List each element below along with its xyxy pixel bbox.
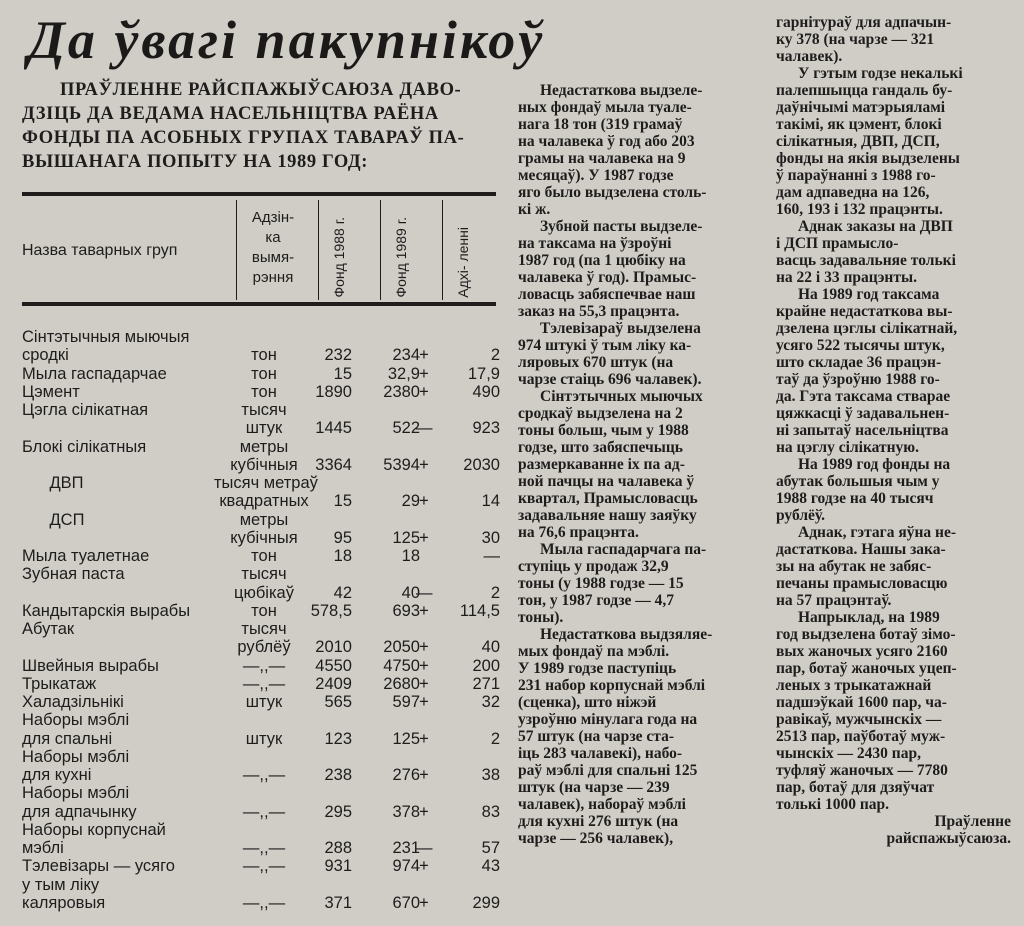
row-fond-1988: 1445 — [315, 419, 352, 438]
article-column-3 — [776, 14, 1011, 847]
row-fond-1988: 238 — [324, 766, 352, 784]
text-line: 160, 193 і 132 працэнты. — [776, 201, 943, 218]
row-unit: кубічныя — [230, 455, 298, 474]
row-sign: — — [416, 583, 433, 602]
row-unit: тон — [251, 547, 277, 565]
row-sign: + — [419, 802, 429, 821]
row-name: каляровыя — [22, 893, 106, 912]
table-row — [22, 547, 500, 565]
row-diff: 30 — [481, 528, 500, 547]
text-line: Сінтэтычных мыючых — [540, 388, 703, 405]
row-fond-1989: 974 — [392, 857, 420, 876]
intro-line: ФОНДЫ ПА АСОБНЫХ ГРУПАХ ТАВАРАЎ ПА- — [22, 128, 465, 148]
row-name: Мыла гаспадарчае — [22, 364, 167, 383]
text-line: Недастаткова выдзяляе- — [540, 626, 713, 643]
table-row — [22, 675, 500, 693]
text-line: дзелена цэглы сілікатнай, — [776, 320, 958, 337]
row-unit: —,,— — [242, 857, 286, 876]
text-line: таў да ўзроўню 1988 го- — [776, 371, 940, 388]
text-line: ляровых 670 штук (на — [518, 354, 674, 371]
row-fond-1989: 670 — [392, 893, 420, 912]
text-line: райспажыўсаюза. — [886, 830, 1011, 847]
text-line: усяго 522 тысячы штук, — [776, 337, 945, 354]
text-line: тоны больш, чым у 1988 — [518, 422, 689, 439]
text-line: рублёў. — [776, 507, 825, 524]
text-line: гарнітураў для адпачын- — [776, 14, 952, 31]
row-name: ДВП — [22, 474, 84, 492]
text-line: чалавек). — [776, 48, 843, 65]
text-line: абутак большыя чым у — [776, 473, 940, 490]
table-row — [22, 711, 500, 729]
text-line: На 1989 год таксама — [798, 286, 940, 303]
row-sign: + — [419, 364, 429, 383]
row-diff: 32 — [481, 693, 500, 711]
header-unit: Адзін- ка вымя- рэння — [251, 209, 295, 286]
text-line: (сценка), што ніжэй — [518, 694, 657, 711]
row-fond-1989: 4750 — [383, 656, 420, 675]
text-line: зы на абутак не забяс- — [776, 558, 932, 575]
row-unit: тысяч метраў — [214, 474, 318, 492]
row-fond-1989: 29 — [401, 492, 420, 511]
row-diff: 271 — [472, 674, 500, 693]
text-line: крайне недастаткова вы- — [776, 303, 953, 320]
table-row — [22, 328, 500, 346]
row-fond-1989: 5394 — [383, 455, 420, 474]
table-row — [22, 492, 500, 510]
text-line: Аднак, гэтага яўна не- — [798, 524, 957, 541]
table-header — [22, 200, 496, 302]
row-fond-1988: 3364 — [315, 455, 352, 474]
table-row — [22, 602, 500, 620]
text-line: на чалавека ў год або 203 — [518, 133, 695, 150]
table-row — [22, 419, 500, 437]
row-sign: + — [419, 656, 429, 675]
text-line: квартал, Прамысловасць — [518, 490, 698, 507]
row-fond-1988: 18 — [333, 547, 352, 565]
text-line: ку 378 (на чарзе — 321 — [776, 31, 935, 48]
row-fond-1988: 4550 — [315, 656, 352, 675]
table-row — [22, 401, 500, 419]
text-line: і ДСП прамысло- — [776, 235, 899, 252]
row-unit: тон — [251, 382, 277, 401]
header-fond-1988: Фонд 1988 г. — [331, 217, 347, 298]
text-line: заказ на 55,3 працэнта. — [518, 303, 680, 320]
table-row — [22, 511, 500, 529]
text-line: чарзе — 256 чалавек), — [518, 830, 674, 847]
text-line: яго было выдзелена столь- — [518, 184, 707, 201]
row-unit: —,,— — [242, 893, 286, 912]
text-line: даўнічымі матэрыяламі — [776, 99, 946, 116]
row-name: у тым ліку — [22, 875, 100, 894]
text-line: чынскіх — 2430 пар, — [776, 745, 921, 762]
row-fond-1989: 125 — [392, 528, 420, 547]
row-fond-1989: 693 — [392, 601, 420, 620]
row-fond-1989: 597 — [392, 693, 420, 711]
row-name: Наборы корпуснай — [22, 820, 166, 839]
text-line: грамы на чалавека на 9 — [518, 150, 686, 167]
headline: Да ўвагі пакупнікоў — [28, 10, 546, 70]
text-line: на 22 і 33 працэнты. — [776, 269, 917, 286]
row-diff: 83 — [481, 802, 500, 821]
text-line: чарзе стаіць 696 чалавек). — [518, 371, 702, 388]
row-sign: + — [419, 857, 429, 876]
row-fond-1988: 15 — [333, 492, 352, 511]
text-line: узроўню мінулага года на — [518, 711, 698, 728]
text-line: на таксама на ўзроўні — [518, 235, 672, 252]
text-line: на 57 працэнтаў. — [776, 592, 892, 609]
header-name: Назва таварных груп — [22, 242, 178, 259]
row-name: ДСП — [22, 510, 85, 529]
text-line: раў мэблі для спальні 125 — [518, 762, 698, 779]
text-line: Недастаткова выдзеле- — [540, 82, 703, 99]
table-row — [22, 766, 500, 784]
table-row — [22, 365, 500, 383]
text-line: годзе, што забяспечыць — [518, 439, 683, 456]
row-fond-1989: 40 — [401, 583, 420, 602]
row-fond-1989: 522 — [392, 419, 420, 438]
row-unit: —,,— — [242, 766, 286, 784]
row-diff: 38 — [481, 766, 500, 784]
row-name: Абутак — [22, 620, 75, 638]
table-row — [22, 474, 500, 492]
row-diff: 14 — [481, 492, 500, 511]
row-unit: тон — [251, 346, 277, 365]
row-fond-1988: 42 — [333, 583, 352, 602]
row-sign: + — [419, 638, 429, 657]
table-row — [22, 748, 500, 766]
row-fond-1989: 276 — [392, 766, 420, 784]
text-line: тоны). — [518, 609, 564, 626]
text-line: вых жаночых усяго 2160 — [776, 643, 948, 660]
text-line: месяцаў). У 1987 годзе — [518, 167, 674, 184]
row-sign: + — [419, 893, 429, 912]
text-line: ловасць забяспечвае наш — [518, 286, 696, 303]
row-diff: 114,5 — [459, 601, 500, 620]
row-fond-1989: 125 — [392, 729, 420, 748]
row-unit: —,,— — [242, 656, 286, 675]
row-name: Цэгла сілікатная — [22, 401, 149, 419]
row-name: Халадзільнікі — [22, 693, 124, 711]
row-diff: 2030 — [463, 455, 500, 474]
header-divider — [318, 200, 319, 300]
row-diff: 200 — [472, 656, 500, 675]
text-line: У 1989 годзе паступіць — [518, 660, 677, 677]
text-line: Мыла гаспадарчага па- — [540, 541, 707, 558]
text-line: ступіць у продаж 32,9 — [518, 558, 669, 575]
row-sign: + — [419, 346, 429, 365]
row-unit: кубічныя — [230, 528, 298, 547]
row-sign: + — [419, 729, 429, 748]
row-diff: 2 — [490, 583, 500, 602]
text-line: да. Гэта таксама стварае — [776, 388, 951, 405]
row-fond-1988: 931 — [324, 857, 352, 876]
row-fond-1988: 15 — [333, 364, 352, 383]
table-row — [22, 383, 500, 401]
text-line: толькі 1000 пар. — [776, 796, 890, 813]
table-row — [22, 839, 500, 857]
row-name: Швейныя вырабы — [22, 656, 159, 675]
row-diff: 490 — [472, 382, 500, 401]
row-sign: — — [416, 839, 433, 857]
row-diff: 2 — [490, 729, 500, 748]
text-line: штук (на чарзе — 239 — [518, 779, 670, 796]
row-unit: тысяч — [241, 620, 287, 638]
row-unit: тысяч — [241, 401, 287, 419]
table-row — [22, 638, 500, 656]
table-row — [22, 456, 500, 474]
text-line: ных фондаў мыла туале- — [518, 99, 692, 116]
text-line: іць 283 чалавекі), набо- — [518, 745, 683, 762]
row-fond-1989: 231 — [392, 839, 420, 857]
row-name: Наборы мэблі — [22, 784, 130, 803]
table-row — [22, 693, 500, 711]
text-line: сілікатныя, ДВП, ДСП, — [776, 133, 940, 150]
text-line: На 1989 год фонды на — [798, 456, 951, 473]
row-unit: штук — [245, 693, 283, 711]
row-sign: + — [419, 766, 429, 784]
text-line: задавальняе нашу заяўку — [518, 507, 697, 524]
text-line: пар, ботаў для дзяўчат — [776, 779, 935, 796]
row-diff: 923 — [472, 419, 500, 438]
row-name: Трыкатаж — [22, 674, 97, 693]
row-unit: штук — [245, 729, 283, 748]
row-unit: —,,— — [242, 674, 286, 693]
header-divider — [380, 200, 381, 300]
text-line: равікаў, мужчынскіх — — [776, 711, 942, 728]
text-line: васць задавальняе толькі — [776, 252, 956, 269]
row-fond-1989: 2050 — [383, 638, 420, 657]
row-unit: тысяч — [241, 565, 287, 584]
text-line: такімі, як цэмент, блокі — [776, 116, 942, 133]
text-line: Праўленне — [934, 813, 1011, 830]
row-diff: 57 — [481, 839, 500, 857]
row-sign: + — [419, 492, 429, 511]
header-divider — [442, 200, 443, 300]
row-sign: + — [419, 455, 429, 474]
text-line: чалавека ў год). Прамыс- — [518, 269, 697, 286]
row-fond-1988: 371 — [324, 893, 352, 912]
text-line: дастаткова. Нашы зака- — [776, 541, 946, 558]
row-unit: квадратных — [219, 492, 309, 511]
text-line: леных з трыкатажнай — [776, 677, 932, 694]
table-row — [22, 438, 500, 456]
text-line: год выдзелена ботаў зімо- — [776, 626, 956, 643]
table-row — [22, 784, 500, 802]
text-line: сродкаў выдзелена на 2 — [518, 405, 683, 422]
header-divider — [236, 200, 237, 300]
row-diff: 40 — [481, 638, 500, 657]
row-fond-1988: 232 — [324, 346, 352, 365]
table-row — [22, 529, 500, 547]
text-line: дам адпаведна на 126, — [776, 184, 930, 201]
row-fond-1988: 123 — [324, 729, 352, 748]
text-line: для кухні 276 штук (на — [518, 813, 679, 830]
row-sign: — — [416, 419, 433, 438]
text-line: 1987 год (па 1 цюбіку на — [518, 252, 686, 269]
row-unit: штук — [245, 419, 283, 438]
text-line: 2513 пар, паўботаў муж- — [776, 728, 946, 745]
row-fond-1989: 18 — [401, 547, 420, 565]
intro-line: ДЗІЦЬ ДА ВЕДАМА НАСЕЛЬНІЦТВА РАЁНА — [22, 104, 439, 124]
text-line: туфляў жаночых — 7780 — [776, 762, 948, 779]
table-row — [22, 620, 500, 638]
intro-line: ПРАЎЛЕННЕ РАЙСПАЖЫЎСАЮЗА ДАВО- — [60, 80, 462, 100]
text-line: Зубной пасты выдзеле- — [540, 218, 703, 235]
row-fond-1988: 1890 — [315, 382, 352, 401]
text-line: на цэглу сілікатную. — [776, 439, 920, 456]
text-line: кі ж. — [518, 201, 551, 218]
row-sign: + — [419, 693, 429, 711]
row-unit: рублёў — [237, 638, 291, 657]
row-fond-1988: 295 — [324, 802, 352, 821]
text-line: нага 18 тон (319 грамаў — [518, 116, 683, 133]
row-unit: тон — [251, 364, 277, 383]
row-unit: метры — [239, 437, 289, 456]
text-line: пар, ботаў жаночых уцеп- — [776, 660, 957, 677]
table-row — [22, 584, 500, 602]
row-name: Мыла туалетнае — [22, 547, 150, 565]
article-column-2 — [518, 82, 763, 847]
row-name: Сінтэтычныя мыючыя — [22, 328, 190, 346]
row-name: мэблі — [22, 839, 64, 857]
table-row — [22, 565, 500, 583]
row-diff: 299 — [472, 893, 500, 912]
row-name: для кухні — [22, 766, 92, 784]
row-sign: + — [419, 382, 429, 401]
row-diff: — — [483, 547, 500, 565]
row-diff: 43 — [481, 857, 500, 876]
header-fond-1989: Фонд 1989 г. — [393, 217, 409, 298]
text-line: ў параўнанні з 1988 го- — [776, 167, 936, 184]
text-line: што складае 36 працэн- — [776, 354, 942, 371]
intro-paragraph — [22, 78, 500, 174]
row-unit: тон — [251, 601, 277, 620]
row-diff: 2 — [490, 346, 500, 365]
table-row — [22, 657, 500, 675]
row-name: Наборы мэблі — [22, 711, 130, 730]
text-line: на 76,6 працэнта. — [518, 524, 639, 541]
row-fond-1988: 565 — [324, 693, 352, 711]
row-name: Тэлевізары — усяго — [22, 857, 175, 876]
row-fond-1988: 578,5 — [310, 601, 352, 620]
row-fond-1989: 234 — [392, 346, 420, 365]
text-line: Тэлевізараў выдзелена — [540, 320, 701, 337]
text-line: цяжкасці ў задавальнен- — [776, 405, 950, 422]
row-fond-1988: 95 — [333, 528, 352, 547]
text-line: 57 штук (на чарзе ста- — [518, 728, 675, 745]
text-line: печаны прамысловасцю — [776, 575, 948, 592]
text-line: тоны (у 1988 годзе — 15 — [518, 575, 684, 592]
text-line: фонды на якія выдзелены — [776, 150, 960, 167]
table-top-rule — [22, 192, 496, 196]
row-sign: + — [419, 601, 429, 620]
table-row — [22, 346, 500, 364]
table-row — [22, 803, 500, 821]
text-line: чалавек), набораў мэблі — [518, 796, 686, 813]
row-unit: цюбікаў — [234, 583, 294, 602]
text-line: Аднак заказы на ДВП — [798, 218, 953, 235]
text-line: падшэўкай 1600 пар, ча- — [776, 694, 947, 711]
row-sign: + — [419, 528, 429, 547]
text-line: размеркаванне іх па ад- — [518, 456, 685, 473]
row-fond-1988: 288 — [324, 839, 352, 857]
text-line: ной пачцы на чалавека ў — [518, 473, 695, 490]
row-name: Кандытарскія вырабы — [22, 601, 191, 620]
row-unit: метры — [239, 510, 289, 529]
table-row — [22, 857, 500, 875]
text-line: ні запытаў насельніцтва — [776, 422, 949, 439]
text-line: 231 набор корпуснай мэблі — [518, 677, 706, 694]
table-row — [22, 730, 500, 748]
row-diff: 17,9 — [467, 364, 500, 383]
text-line: палепшыцца гандаль бу- — [776, 82, 953, 99]
row-name: для адпачынку — [22, 802, 137, 821]
table-header-rule — [22, 302, 496, 306]
row-fond-1989: 32,9 — [387, 364, 420, 383]
text-line: 1988 годзе на 40 тысяч — [776, 490, 934, 507]
text-line: 974 штукі ў тым ліку ка- — [518, 337, 692, 354]
row-name: сродкі — [22, 346, 69, 365]
table-row — [22, 876, 500, 894]
header-diff: Адхі- ленні — [455, 227, 471, 298]
table-row — [22, 894, 500, 912]
row-name: Зубная паста — [22, 565, 125, 584]
text-line: тон, у 1987 годзе — 4,7 — [518, 592, 675, 609]
text-line: Напрыклад, на 1989 — [798, 609, 940, 626]
row-unit: —,,— — [242, 802, 286, 821]
row-name: для спальні — [22, 729, 113, 748]
row-name: Цэмент — [22, 382, 80, 401]
row-fond-1988: 2409 — [315, 674, 352, 693]
text-line: мых фондаў па мэблі. — [518, 643, 670, 660]
row-sign: + — [419, 674, 429, 693]
table-row — [22, 821, 500, 839]
text-line: У гэтым годзе некалькі — [798, 65, 963, 82]
row-fond-1989: 378 — [392, 802, 420, 821]
intro-line: ВЫШАНАГА ПОПЫТУ НА 1989 ГОД: — [22, 152, 369, 172]
row-name: Наборы мэблі — [22, 747, 130, 766]
row-name: Блокі сілікатныя — [22, 437, 147, 456]
row-fond-1989: 2380 — [383, 382, 420, 401]
row-fond-1989: 2680 — [383, 674, 420, 693]
row-fond-1988: 2010 — [315, 638, 352, 657]
row-unit: —,,— — [242, 839, 286, 857]
